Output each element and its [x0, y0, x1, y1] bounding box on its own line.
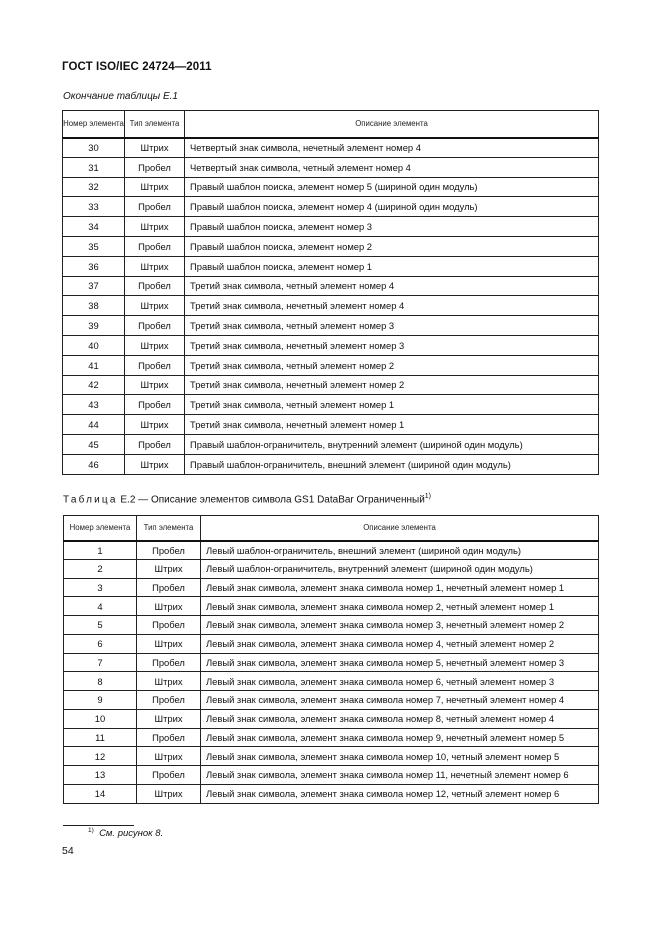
table1-header-row — [63, 111, 599, 138]
cell-number: 30 — [63, 138, 125, 158]
cell-description: Левый знак символа, элемент знака символа номер 12, четный элемент номер 6 — [201, 784, 599, 803]
table1 — [62, 110, 599, 475]
cell-description: Левый знак символа, элемент знака символа номер 6, четный элемент номер 3 — [201, 672, 599, 691]
cell-type: Штрих — [125, 454, 185, 474]
table-row — [63, 236, 599, 256]
cell-number: 42 — [63, 375, 125, 395]
cell-description: Третий знак символа, четный элемент номер 1 — [185, 395, 599, 415]
cell-type: Штрих — [137, 747, 201, 766]
table-row — [63, 395, 599, 415]
table-row — [64, 541, 599, 560]
table2-header-description: Описание элемента — [201, 516, 599, 541]
table-row — [63, 454, 599, 474]
table1-header-number: Номер элемента — [63, 111, 125, 138]
cell-type: Штрих — [125, 335, 185, 355]
cell-type: Пробел — [125, 197, 185, 217]
table2-header-row — [64, 516, 599, 541]
footnote-text: См. рисунок 8. — [99, 828, 164, 840]
table-row — [63, 316, 599, 336]
cell-description: Правый шаблон поиска, элемент номер 1 — [185, 256, 599, 276]
cell-number: 10 — [64, 709, 137, 728]
table-row — [64, 672, 599, 691]
cell-number: 1 — [64, 541, 137, 560]
cell-number: 3 — [64, 578, 137, 597]
table2-header-number: Номер элемента — [64, 516, 137, 541]
cell-type: Пробел — [125, 157, 185, 177]
footnote — [88, 827, 163, 839]
table1-body — [63, 138, 599, 475]
cell-number: 36 — [63, 256, 125, 276]
cell-number: 37 — [63, 276, 125, 296]
cell-number: 13 — [64, 766, 137, 785]
table1-caption: Окончание таблицы Е.1 — [63, 91, 178, 102]
cell-description: Левый знак символа, элемент знака символа номер 7, нечетный элемент номер 4 — [201, 691, 599, 710]
table-row — [63, 217, 599, 237]
cell-type: Пробел — [125, 316, 185, 336]
cell-type: Штрих — [137, 597, 201, 616]
cell-type: Штрих — [137, 784, 201, 803]
table-row — [64, 728, 599, 747]
cell-description: Правый шаблон поиска, элемент номер 3 — [185, 217, 599, 237]
table-row — [63, 197, 599, 217]
cell-description: Правый шаблон поиска, элемент номер 2 — [185, 236, 599, 256]
cell-description: Правый шаблон-ограничитель, внешний элемент (шириной один модуль) — [185, 454, 599, 474]
cell-number: 4 — [64, 597, 137, 616]
table-row — [63, 434, 599, 454]
table-row — [63, 415, 599, 435]
cell-type: Пробел — [125, 355, 185, 375]
cell-type: Штрих — [137, 559, 201, 578]
cell-number: 11 — [64, 728, 137, 747]
cell-number: 9 — [64, 691, 137, 710]
cell-type: Пробел — [137, 541, 201, 560]
table-row — [64, 784, 599, 803]
table2-caption — [63, 493, 431, 505]
cell-type: Пробел — [137, 578, 201, 597]
table1-header-type: Тип элемента — [125, 111, 185, 138]
cell-type: Штрих — [125, 296, 185, 316]
cell-type: Пробел — [137, 691, 201, 710]
cell-number: 35 — [63, 236, 125, 256]
table-row — [64, 559, 599, 578]
cell-number: 38 — [63, 296, 125, 316]
table-row — [64, 578, 599, 597]
cell-number: 8 — [64, 672, 137, 691]
cell-type: Штрих — [125, 177, 185, 197]
table2-header-type: Тип элемента — [137, 516, 201, 541]
cell-type: Пробел — [137, 766, 201, 785]
cell-description: Левый знак символа, элемент знака символа номер 8, четный элемент номер 4 — [201, 709, 599, 728]
cell-number: 12 — [64, 747, 137, 766]
cell-type: Штрих — [125, 256, 185, 276]
cell-description: Третий знак символа, четный элемент номер 3 — [185, 316, 599, 336]
table1-header-description: Описание элемента — [185, 111, 599, 138]
cell-description: Левый знак символа, элемент знака символа номер 4, четный элемент номер 2 — [201, 634, 599, 653]
cell-type: Пробел — [137, 653, 201, 672]
cell-description: Правый шаблон поиска, элемент номер 4 (шириной один модуль) — [185, 197, 599, 217]
table2-body — [64, 541, 599, 804]
table-row — [63, 138, 599, 158]
cell-description: Третий знак символа, нечетный элемент номер 2 — [185, 375, 599, 395]
cell-description: Левый знак символа, элемент знака символа номер 5, нечетный элемент номер 3 — [201, 653, 599, 672]
table-row — [63, 177, 599, 197]
cell-type: Пробел — [125, 236, 185, 256]
cell-type: Штрих — [137, 672, 201, 691]
cell-description: Третий знак символа, нечетный элемент номер 3 — [185, 335, 599, 355]
table-row — [64, 634, 599, 653]
cell-description: Левый знак символа, элемент знака символа номер 2, четный элемент номер 1 — [201, 597, 599, 616]
footnote-ref: 1) — [88, 827, 94, 834]
cell-number: 7 — [64, 653, 137, 672]
table-row — [63, 157, 599, 177]
table-row — [63, 335, 599, 355]
cell-description: Третий знак символа, нечетный элемент номер 4 — [185, 296, 599, 316]
cell-type: Пробел — [125, 395, 185, 415]
cell-number: 6 — [64, 634, 137, 653]
cell-number: 46 — [63, 454, 125, 474]
table2-caption-text: Е.2 — Описание элементов символа GS1 DataBar Ограниченный — [117, 494, 425, 506]
cell-type: Пробел — [137, 728, 201, 747]
table-row — [63, 375, 599, 395]
cell-description: Третий знак символа, четный элемент номер 4 — [185, 276, 599, 296]
table-row — [64, 597, 599, 616]
cell-description: Левый знак символа, элемент знака символа номер 1, нечетный элемент номер 1 — [201, 578, 599, 597]
footnote-divider — [63, 825, 134, 826]
cell-type: Пробел — [125, 276, 185, 296]
table-row — [64, 653, 599, 672]
cell-number: 5 — [64, 616, 137, 635]
table-row — [64, 766, 599, 785]
cell-number: 44 — [63, 415, 125, 435]
table-row — [64, 709, 599, 728]
cell-number: 41 — [63, 355, 125, 375]
cell-type: Штрих — [125, 138, 185, 158]
cell-description: Правый шаблон-ограничитель, внутренний элемент (шириной один модуль) — [185, 434, 599, 454]
cell-number: 39 — [63, 316, 125, 336]
cell-description: Левый знак символа, элемент знака символа номер 3, нечетный элемент номер 2 — [201, 616, 599, 635]
page-number: 54 — [62, 845, 74, 857]
table-row — [64, 691, 599, 710]
cell-number: 31 — [63, 157, 125, 177]
cell-description: Третий знак символа, четный элемент номер 2 — [185, 355, 599, 375]
table2 — [63, 515, 599, 804]
cell-description: Левый знак символа, элемент знака символа номер 10, четный элемент номер 5 — [201, 747, 599, 766]
cell-type: Штрих — [125, 415, 185, 435]
cell-number: 34 — [63, 217, 125, 237]
cell-description: Левый шаблон-ограничитель, внешний элемент (шириной один модуль) — [201, 541, 599, 560]
document-header: ГОСТ ISO/IEC 24724—2011 — [62, 61, 212, 73]
cell-description: Четвертый знак символа, нечетный элемент номер 4 — [185, 138, 599, 158]
table-row — [64, 747, 599, 766]
cell-type: Штрих — [125, 375, 185, 395]
cell-number: 33 — [63, 197, 125, 217]
cell-number: 32 — [63, 177, 125, 197]
cell-description: Левый знак символа, элемент знака символа номер 9, нечетный элемент номер 5 — [201, 728, 599, 747]
cell-number: 14 — [64, 784, 137, 803]
cell-number: 40 — [63, 335, 125, 355]
cell-type: Штрих — [137, 709, 201, 728]
table2-caption-label: Таблица — [63, 494, 118, 506]
table-row — [63, 276, 599, 296]
table-row — [63, 256, 599, 276]
cell-description: Левый шаблон-ограничитель, внутренний элемент (шириной один модуль) — [201, 559, 599, 578]
cell-number: 2 — [64, 559, 137, 578]
cell-type: Штрих — [125, 217, 185, 237]
cell-description: Третий знак символа, нечетный элемент номер 1 — [185, 415, 599, 435]
cell-type: Пробел — [137, 616, 201, 635]
table2-caption-footnote-ref: 1) — [424, 493, 432, 500]
cell-number: 45 — [63, 434, 125, 454]
cell-description: Четвертый знак символа, четный элемент номер 4 — [185, 157, 599, 177]
table-row — [64, 616, 599, 635]
cell-type: Пробел — [125, 434, 185, 454]
cell-description: Левый знак символа, элемент знака символа номер 11, нечетный элемент номер 6 — [201, 766, 599, 785]
cell-number: 43 — [63, 395, 125, 415]
table-row — [63, 296, 599, 316]
cell-description: Правый шаблон поиска, элемент номер 5 (шириной один модуль) — [185, 177, 599, 197]
cell-type: Штрих — [137, 634, 201, 653]
table-row — [63, 355, 599, 375]
